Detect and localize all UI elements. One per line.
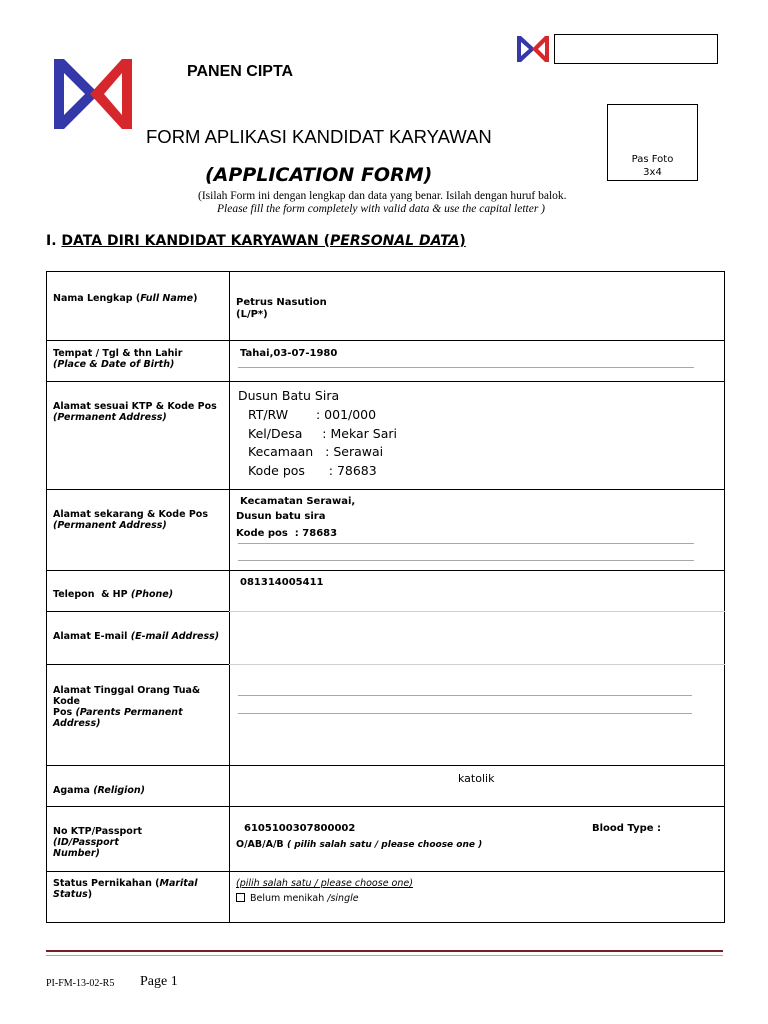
field-parents-address[interactable] bbox=[230, 665, 725, 766]
row-full-name bbox=[47, 272, 725, 341]
value-full-name: Petrus Nasution bbox=[236, 297, 327, 308]
row-email bbox=[47, 612, 725, 665]
marital-hint: (pilih salah satu / please choose one) bbox=[236, 878, 413, 889]
section-title: DATA DIRI KANDIDAT KARYAWAN ( bbox=[61, 233, 331, 249]
field-phone[interactable] bbox=[230, 571, 725, 612]
row-marital bbox=[47, 872, 725, 923]
parents-address-rule2 bbox=[238, 713, 692, 714]
label-religion: Agama (Religion) bbox=[53, 785, 146, 796]
label-id-number: No KTP/Passport (ID/Passport Number) bbox=[53, 826, 143, 859]
form-code: PI-FM-13-02-R5 bbox=[46, 978, 115, 989]
value-gender: (L/P*) bbox=[236, 309, 268, 320]
label-ktp-address: Alamat sesuai KTP & Kode Pos (Permanent Address) bbox=[53, 401, 217, 423]
row-religion bbox=[47, 766, 725, 807]
label-parents-address: Alamat Tinggal Orang Tua& Kode Pos (Parents Permanent Address) bbox=[53, 685, 201, 729]
field-full-name[interactable] bbox=[230, 272, 725, 341]
field-current-address[interactable] bbox=[230, 490, 725, 571]
section-heading bbox=[46, 233, 466, 249]
blood-type-label: Blood Type : bbox=[592, 823, 662, 834]
row-ktp-address bbox=[47, 382, 725, 490]
company-logo bbox=[52, 57, 134, 131]
section-title-en: PERSONAL DATA bbox=[330, 233, 460, 249]
label-full-name: Nama Lengkap (Full Name) bbox=[53, 293, 198, 304]
ktp-address-kodepos: Kode pos : 78683 bbox=[248, 463, 377, 478]
footer-rule-thin bbox=[46, 955, 723, 956]
parents-address-rule1 bbox=[238, 695, 692, 696]
company-logo-small bbox=[516, 35, 550, 63]
section-title-end: ) bbox=[459, 233, 466, 249]
blood-type-options: O/AB/A/B ( pilih salah satu / please choose one ) bbox=[236, 839, 483, 850]
label-marital: Status Pernikahan (Marital Status) bbox=[53, 878, 198, 900]
form-subtitle: (APPLICATION FORM) bbox=[205, 164, 433, 186]
label-current-address: Alamat sekarang & Kode Pos (Permanent Address) bbox=[53, 509, 208, 531]
row-id-number bbox=[47, 807, 725, 872]
birth-rule bbox=[238, 367, 694, 368]
value-phone: 081314005411 bbox=[240, 577, 324, 588]
form-title: FORM APLIKASI KANDIDAT KARYAWAN bbox=[146, 126, 492, 147]
value-religion: katolik bbox=[458, 772, 495, 785]
label-email: Alamat E-mail (E-mail Address) bbox=[53, 631, 220, 642]
company-name: PANEN CIPTA bbox=[187, 63, 294, 80]
current-address-line3: Kode pos : 78683 bbox=[236, 528, 338, 539]
row-birth bbox=[47, 341, 725, 382]
instruction-id: (Isilah Form ini dengan lengkap dan data yang benar. Isilah dengan huruf balok. bbox=[198, 190, 567, 202]
personal-data-table bbox=[46, 271, 725, 923]
photo-box[interactable] bbox=[607, 104, 698, 181]
field-birth[interactable] bbox=[230, 341, 725, 382]
row-current-address bbox=[47, 490, 725, 571]
form-number-box[interactable] bbox=[554, 34, 718, 64]
label-phone: Telepon & HP (Phone) bbox=[53, 589, 174, 600]
current-address-line2: Dusun batu sira bbox=[236, 511, 326, 522]
photo-size: 3x4 bbox=[643, 167, 662, 178]
ktp-address-keldesa: Kel/Desa : Mekar Sari bbox=[248, 426, 397, 441]
ktp-address-rtrw: RT/RW : 001/000 bbox=[248, 407, 377, 422]
value-id-number: 6105100307800002 bbox=[244, 823, 356, 834]
field-ktp-address[interactable] bbox=[230, 382, 725, 490]
ktp-address-line: Dusun Batu Sira bbox=[238, 388, 340, 403]
section-number: I. bbox=[46, 233, 57, 249]
value-birth: Tahai,03-07-1980 bbox=[240, 348, 338, 359]
field-email[interactable] bbox=[230, 612, 725, 665]
field-id-number[interactable] bbox=[230, 807, 725, 872]
row-parents-address bbox=[47, 665, 725, 766]
current-address-line1: Kecamatan Serawai, bbox=[240, 496, 356, 507]
row-phone bbox=[47, 571, 725, 612]
checkbox-icon[interactable] bbox=[236, 893, 245, 902]
label-birth: Tempat / Tgl & thn Lahir (Place & Date of Birth) bbox=[53, 348, 183, 370]
current-address-rule1 bbox=[238, 543, 694, 544]
ktp-address-kecamatan: Kecamaan : Serawai bbox=[248, 444, 384, 459]
marital-option-single[interactable]: Belum menikah /single bbox=[236, 893, 359, 905]
footer-rule bbox=[46, 950, 723, 952]
field-marital bbox=[230, 872, 725, 923]
field-religion[interactable] bbox=[230, 766, 725, 807]
page-number: Page 1 bbox=[140, 974, 178, 989]
instruction-en: Please fill the form completely with valid data & use the capital letter ) bbox=[217, 203, 546, 215]
photo-label: Pas Foto bbox=[631, 154, 674, 165]
current-address-rule2 bbox=[238, 560, 694, 561]
